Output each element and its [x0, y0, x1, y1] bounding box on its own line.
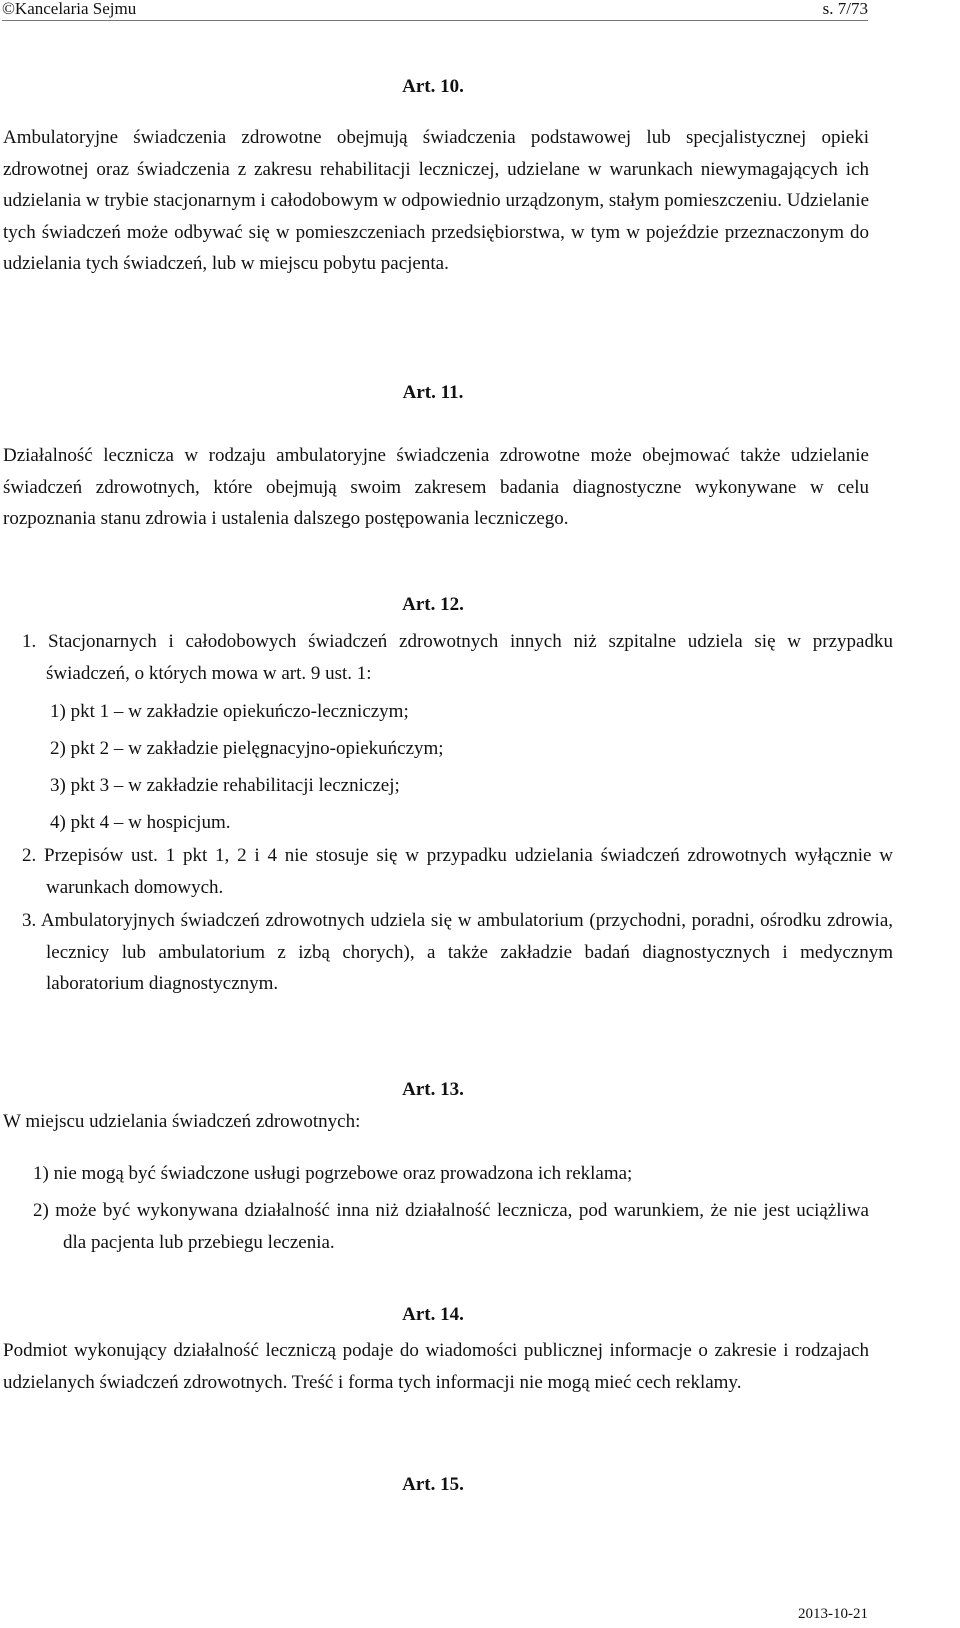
article-12-point-1: 1) pkt 1 – w zakładzie opiekuńczo-leczniczym; — [50, 701, 409, 722]
article-13-item-2: 2) może być wykonywana działalność inna niż działalność lecznicza, pod warunkiem, że nie jest uciążliwa dla pacjenta lub przebiegu leczenia. — [33, 1200, 869, 1253]
article-12-point-4: 4) pkt 4 – w hospicjum. — [50, 812, 231, 833]
article-12-title: Art. 12. — [402, 594, 464, 615]
page-header — [2, 0, 868, 21]
article-10-title: Art. 10. — [402, 76, 464, 97]
article-12-paragraph-2: 2. Przepisów ust. 1 pkt 1, 2 i 4 nie stosuje się w przypadku udzielania świadczeń zdrowotnych wyłącznie w warunkach domowych. — [22, 845, 893, 898]
article-12-point-2: 2) pkt 2 – w zakładzie pielęgnacyjno-opiekuńczym; — [50, 738, 444, 759]
article-14-title: Art. 14. — [402, 1304, 464, 1325]
article-11-text: Działalność lecznicza w rodzaju ambulatoryjne świadczenia zdrowotne może obejmować także udzielanie świadczeń zdrowotnych, które obejmują swoim zakresem badania diagnostyczne wykonywane w celu rozpoznania stanu zdrowia i ustalenia dalszego postępowania leczniczego. — [3, 445, 869, 530]
article-14-text: Podmiot wykonujący działalność leczniczą podaje do wiadomości publicznej informacje o zakresie i rodzajach udzielanych świadczeń zdrowotnych. Treść i forma tych informacji nie mogą mieć cech reklamy. — [3, 1340, 869, 1393]
article-12-paragraph-1: 1. Stacjonarnych i całodobowych świadczeń zdrowotnych innych niż szpitalne udziela się w przypadku świadczeń, o których mowa w art. 9 ust. 1: — [22, 631, 893, 684]
header-page-number: s. 7/73 — [822, 0, 868, 18]
article-13-item-1: 1) nie mogą być świadczone usługi pogrzebowe oraz prowadzona ich reklama; — [33, 1163, 633, 1184]
article-10-text: Ambulatoryjne świadczenia zdrowotne obejmują świadczenia podstawowej lub specjalistycznej opieki zdrowotnej oraz świadczenia z zakresu rehabilitacji leczniczej, udzielane w warunkach niewymagających ich udzielania w trybie stacjonarnym i całodobowym w odpowiednio urządzonym, stałym pomieszczeniu. Udzielanie tych świadczeń może odbywać się w pomieszczeniach przedsiębiorstwa, w tym w pojeździe przeznaczonym do udzielania tych świadczeń, lub w miejscu pobytu pacjenta. — [3, 127, 869, 275]
article-11-title: Art. 11. — [402, 382, 464, 403]
article-15-title: Art. 15. — [402, 1474, 464, 1495]
page-footer-date: 2013-10-21 — [798, 1606, 868, 1622]
header-publisher: ©Kancelaria Sejmu — [2, 0, 137, 18]
article-13-intro: W miejscu udzielania świadczeń zdrowotnych: — [3, 1111, 361, 1132]
article-13-title: Art. 13. — [402, 1079, 464, 1100]
article-12-paragraph-3: 3. Ambulatoryjnych świadczeń zdrowotnych udziela się w ambulatorium (przychodni, poradni, ośrodku zdrowia, lecznicy lub ambulatorium z izbą chorych), a także zakładzie badań diagnostycznych i medycznym laboratorium diagnostycznym. — [22, 910, 893, 995]
article-12-point-3: 3) pkt 3 – w zakładzie rehabilitacji leczniczej; — [50, 775, 400, 796]
